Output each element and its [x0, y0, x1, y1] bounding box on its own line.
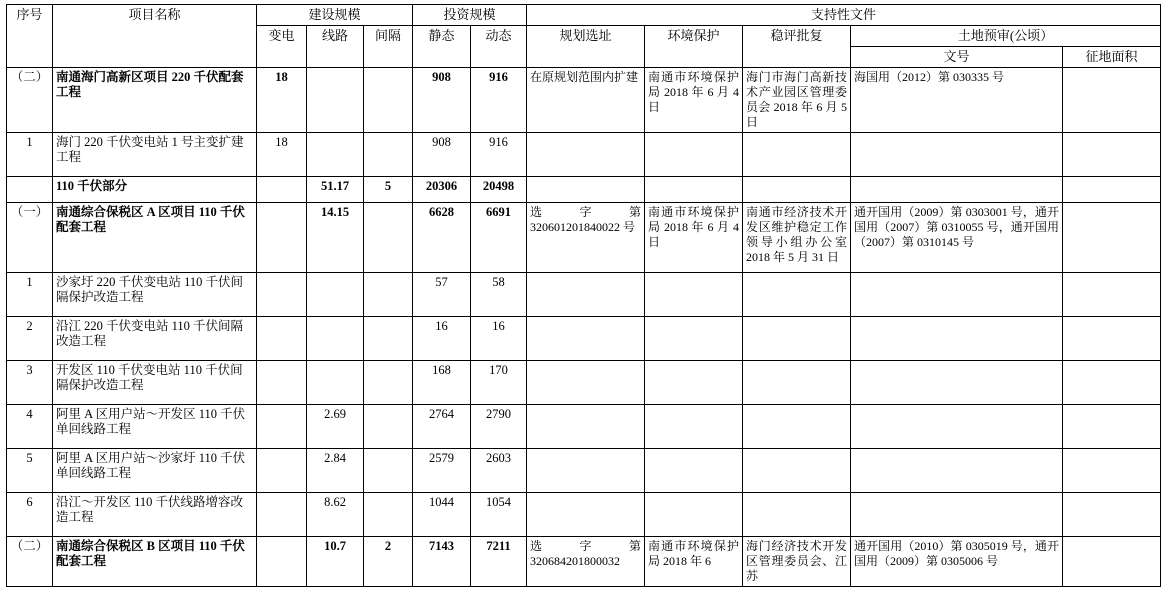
cell-substation: [257, 536, 307, 586]
cell-seq: （二）: [7, 536, 53, 586]
table-row: [7, 272, 1161, 316]
table-row: [7, 176, 1161, 202]
header-interval: 间隔: [364, 25, 413, 67]
cell-static: 57: [413, 272, 471, 316]
cell-substation: [257, 404, 307, 448]
header-doc-number: 文号: [851, 46, 1063, 67]
header-project-name: 项目名称: [53, 5, 257, 68]
cell-dynamic: 20498: [471, 176, 527, 202]
cell-land-area: [1063, 448, 1161, 492]
header-environment: 环境保护: [645, 25, 743, 67]
cell-line: 8.62: [307, 492, 364, 536]
cell-environment: 南通市环境保护局 2018 年 6: [645, 536, 743, 586]
cell-environment: 南通市环境保护局 2018 年 6 月 4 日: [645, 67, 743, 132]
table-row: [7, 536, 1161, 586]
header-land-area: 征地面积: [1063, 46, 1161, 67]
cell-interval: [364, 272, 413, 316]
cell-seq: 6: [7, 492, 53, 536]
cell-plan-site: 选 字 第 320601201840022 号: [527, 202, 645, 272]
cell-land-area: [1063, 132, 1161, 176]
cell-substation: [257, 176, 307, 202]
cell-static: 908: [413, 67, 471, 132]
cell-plan-site: [527, 492, 645, 536]
cell-environment: [645, 360, 743, 404]
cell-interval: [364, 202, 413, 272]
cell-stability-approval: [743, 316, 851, 360]
header-investment-scale: 投资规模: [413, 5, 527, 26]
cell-stability-approval: [743, 132, 851, 176]
header-stability-approval: 稳评批复: [743, 25, 851, 67]
cell-dynamic: 916: [471, 132, 527, 176]
header-line: 线路: [307, 25, 364, 67]
cell-stability-approval: [743, 448, 851, 492]
cell-interval: [364, 67, 413, 132]
cell-project-name: 沿江 220 千伏变电站 110 千伏间隔改造工程: [53, 316, 257, 360]
cell-substation: [257, 360, 307, 404]
header-seq: 序号: [7, 5, 53, 68]
cell-environment: [645, 316, 743, 360]
header-dynamic: 动态: [471, 25, 527, 67]
cell-land-area: [1063, 492, 1161, 536]
cell-substation: [257, 448, 307, 492]
cell-project-name: 海门 220 千伏变电站 1 号主变扩建工程: [53, 132, 257, 176]
cell-seq: 1: [7, 272, 53, 316]
cell-plan-site: [527, 176, 645, 202]
cell-environment: 南通市环境保护局 2018 年 6 月 4 日: [645, 202, 743, 272]
cell-environment: [645, 448, 743, 492]
cell-environment: [645, 272, 743, 316]
cell-static: 908: [413, 132, 471, 176]
cell-line: [307, 360, 364, 404]
cell-stability-approval: 海门市海门高新技术产业园区管理委员会 2018 年 6 月 5 日: [743, 67, 851, 132]
cell-static: 1044: [413, 492, 471, 536]
cell-interval: [364, 448, 413, 492]
cell-seq: [7, 176, 53, 202]
cell-doc-number: 通开国用（2010）第 0305019 号，通开国用（2009）第 0305006 号: [851, 536, 1063, 586]
cell-project-name: 南通综合保税区 A 区项目 110 千伏配套工程: [53, 202, 257, 272]
cell-plan-site: 在原规划范围内扩建: [527, 67, 645, 132]
cell-stability-approval: 南通市经济技术开发区维护稳定工作领导小组办公室 2018 年 5 月 31 日: [743, 202, 851, 272]
cell-plan-site: [527, 316, 645, 360]
cell-stability-approval: [743, 492, 851, 536]
cell-dynamic: 7211: [471, 536, 527, 586]
cell-stability-approval: 海门经济技术开发区管理委员会、江苏: [743, 536, 851, 586]
cell-substation: [257, 272, 307, 316]
cell-environment: [645, 404, 743, 448]
cell-static: 168: [413, 360, 471, 404]
cell-seq: 1: [7, 132, 53, 176]
table-head: [7, 5, 1161, 68]
cell-land-area: [1063, 316, 1161, 360]
cell-static: 2579: [413, 448, 471, 492]
cell-project-name: 110 千伏部分: [53, 176, 257, 202]
cell-static: 20306: [413, 176, 471, 202]
cell-plan-site: [527, 132, 645, 176]
cell-doc-number: [851, 316, 1063, 360]
cell-dynamic: 916: [471, 67, 527, 132]
cell-dynamic: 2790: [471, 404, 527, 448]
table-row: [7, 202, 1161, 272]
header-construction-scale: 建设规模: [257, 5, 413, 26]
cell-interval: [364, 316, 413, 360]
cell-doc-number: [851, 404, 1063, 448]
cell-interval: [364, 404, 413, 448]
project-table: [6, 4, 1161, 587]
cell-project-name: 沿江～开发区 110 千伏线路增容改造工程: [53, 492, 257, 536]
cell-land-area: [1063, 536, 1161, 586]
cell-interval: [364, 492, 413, 536]
cell-seq: 2: [7, 316, 53, 360]
cell-environment: [645, 132, 743, 176]
cell-project-name: 阿里 A 区用户站～开发区 110 千伏单回线路工程: [53, 404, 257, 448]
cell-seq: （一）: [7, 202, 53, 272]
cell-doc-number: [851, 448, 1063, 492]
cell-project-name: 开发区 110 千伏变电站 110 千伏间隔保护改造工程: [53, 360, 257, 404]
cell-seq: 3: [7, 360, 53, 404]
cell-dynamic: 1054: [471, 492, 527, 536]
cell-substation: [257, 492, 307, 536]
cell-plan-site: [527, 272, 645, 316]
header-supporting-docs: 支持性文件: [527, 5, 1161, 26]
cell-substation: 18: [257, 67, 307, 132]
cell-plan-site: [527, 360, 645, 404]
cell-seq: 5: [7, 448, 53, 492]
header-row-1: [7, 5, 1161, 26]
cell-plan-site: [527, 448, 645, 492]
cell-doc-number: 通开国用（2009）第 0303001 号，通开国用（2007）第 0310055 号，通开国用（2007）第 0310145 号: [851, 202, 1063, 272]
cell-substation: 18: [257, 132, 307, 176]
cell-plan-site: [527, 404, 645, 448]
cell-doc-number: [851, 272, 1063, 316]
cell-dynamic: 6691: [471, 202, 527, 272]
cell-interval: [364, 132, 413, 176]
cell-land-area: [1063, 176, 1161, 202]
header-substation: 变电: [257, 25, 307, 67]
cell-line: 51.17: [307, 176, 364, 202]
cell-dynamic: 16: [471, 316, 527, 360]
cell-land-area: [1063, 202, 1161, 272]
cell-project-name: 阿里 A 区用户站～沙家圩 110 千伏单回线路工程: [53, 448, 257, 492]
cell-project-name: 南通综合保税区 B 区项目 110 千伏配套工程: [53, 536, 257, 586]
table-row: [7, 67, 1161, 132]
cell-seq: （二）: [7, 67, 53, 132]
cell-stability-approval: [743, 176, 851, 202]
cell-interval: 2: [364, 536, 413, 586]
header-land-pre-review: 土地预审(公顷）: [851, 25, 1161, 46]
header-plan-site: 规划选址: [527, 25, 645, 67]
table-row: [7, 404, 1161, 448]
cell-stability-approval: [743, 272, 851, 316]
cell-static: 6628: [413, 202, 471, 272]
cell-plan-site: 选 字 第 320684201800032: [527, 536, 645, 586]
cell-substation: [257, 202, 307, 272]
cell-static: 7143: [413, 536, 471, 586]
cell-land-area: [1063, 360, 1161, 404]
cell-static: 2764: [413, 404, 471, 448]
table-row: [7, 448, 1161, 492]
cell-environment: [645, 176, 743, 202]
cell-doc-number: [851, 492, 1063, 536]
cell-land-area: [1063, 67, 1161, 132]
cell-line: 10.7: [307, 536, 364, 586]
cell-land-area: [1063, 404, 1161, 448]
cell-project-name: 沙家圩 220 千伏变电站 110 千伏间隔保护改造工程: [53, 272, 257, 316]
cell-doc-number: 海国用（2012）第 030335 号: [851, 67, 1063, 132]
cell-static: 16: [413, 316, 471, 360]
table-body: [7, 67, 1161, 586]
cell-line: 2.69: [307, 404, 364, 448]
cell-line: [307, 272, 364, 316]
cell-dynamic: 170: [471, 360, 527, 404]
cell-interval: 5: [364, 176, 413, 202]
cell-environment: [645, 492, 743, 536]
cell-land-area: [1063, 272, 1161, 316]
cell-substation: [257, 316, 307, 360]
table-row: [7, 132, 1161, 176]
cell-doc-number: [851, 132, 1063, 176]
cell-dynamic: 58: [471, 272, 527, 316]
cell-stability-approval: [743, 404, 851, 448]
cell-line: [307, 316, 364, 360]
cell-doc-number: [851, 176, 1063, 202]
table-row: [7, 360, 1161, 404]
cell-line: [307, 132, 364, 176]
cell-line: [307, 67, 364, 132]
cell-project-name: 南通海门高新区项目 220 千伏配套工程: [53, 67, 257, 132]
cell-stability-approval: [743, 360, 851, 404]
table-row: [7, 316, 1161, 360]
cell-line: 2.84: [307, 448, 364, 492]
cell-doc-number: [851, 360, 1063, 404]
table-row: [7, 492, 1161, 536]
cell-seq: 4: [7, 404, 53, 448]
cell-interval: [364, 360, 413, 404]
cell-line: 14.15: [307, 202, 364, 272]
cell-dynamic: 2603: [471, 448, 527, 492]
header-static: 静态: [413, 25, 471, 67]
